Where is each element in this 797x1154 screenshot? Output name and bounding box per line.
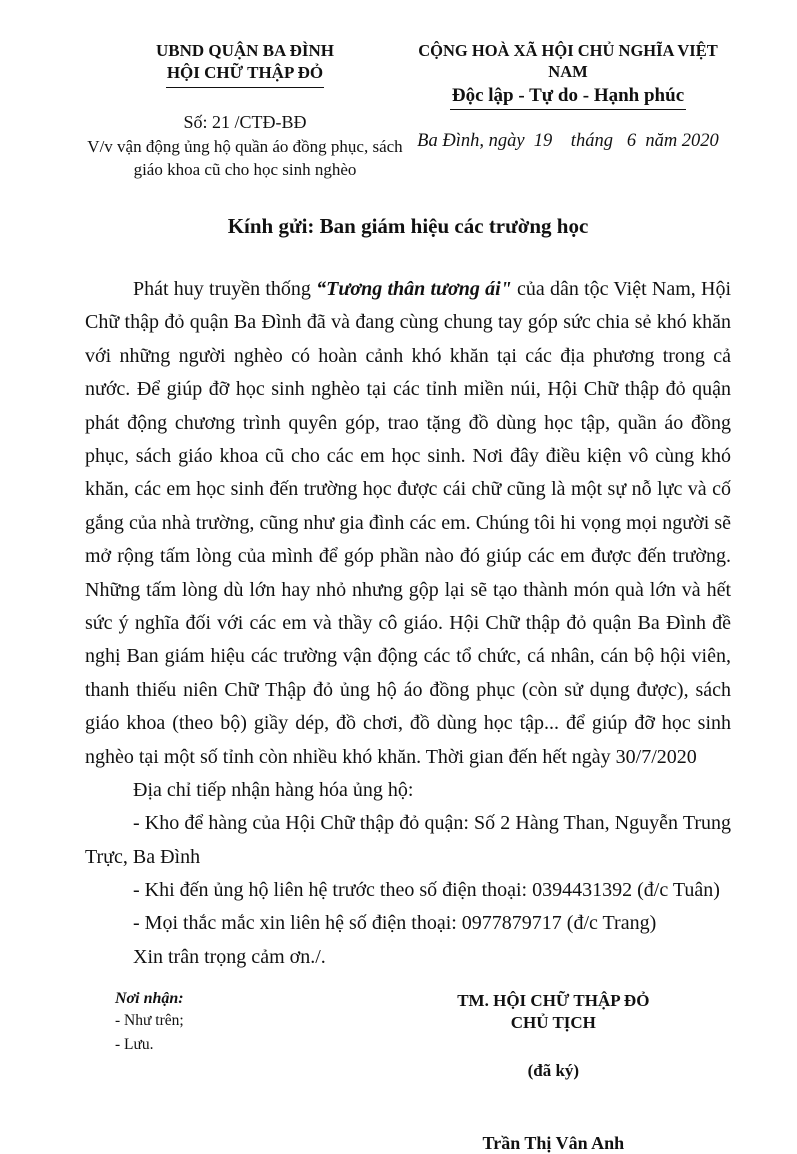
contact-item-phone-1: - Khi đến ủng hộ liên hệ trước theo số điện thoại: 0394431392 (đ/c Tuân) <box>133 879 720 902</box>
recipients-label: Nơi nhận: <box>115 990 184 1008</box>
place-date: Ba Đình, ngày 19 tháng 6 năm 2020 <box>417 130 719 151</box>
recipients-block <box>85 990 376 1154</box>
org-name: HỘI CHỮ THẬP ĐỎ <box>166 63 324 83</box>
body-paragraph <box>85 273 731 774</box>
quote-phrase: “Tương thân tương ái" <box>316 278 512 301</box>
body-block <box>85 273 731 974</box>
letterhead <box>85 40 731 182</box>
recipient-item: - Như trên; <box>115 1012 184 1030</box>
signer-name: Trần Thị Vân Anh <box>482 1132 625 1153</box>
paragraph-rest: của dân tộc Việt Nam, Hội Chữ thập đỏ quận Ba Đình đã và đang cùng chung tay góp sức chia sẻ khó khăn với những người nghèo có hoàn cảnh khó khăn tại các địa phương trong cả nước. Để giúp đỡ học sinh nghèo tại các tỉnh miền núi, Hội Chữ thập đỏ quận phát động chương trình quyên góp, trao tặng đồ dùng học tập, quần áo đồng phục, sách giáo khoa cũ cho các em học sinh. Nơi đây điều kiện vô cùng khó khăn, các em học sinh đến trường học được cái chữ cũng là một sự nỗ lực và cố gắng của nhà trường, cũng như gia đình các em. Chúng tôi hi vọng mọi người sẽ mở rộng tấm lòng của mình để góp phần nào đó giúp các em được đến trường. Những tấm lòng dù lớn hay nhỏ nhưng gộp lại sẽ tạo thành món quà lớn và hết sức ý nghĩa đối với các em và thầy cô giáo. Hội Chữ thập đỏ quận Ba Đình đề nghị Ban giám hiệu các trường vận động các tổ chức, cá nhân, cán bộ hội viên, thanh thiếu niên Chữ Thập đỏ ủng hộ áo đồng phục (còn sử dụng được), sách giáo khoa (theo bộ) giầy dép, đồ chơi, đồ dùng học tập... để giúp đỡ học sinh nghèo tại một số tỉnh còn nhiều khó khăn. Thời gian đến hết ngày 30/7/2020 <box>85 278 731 768</box>
signature-authority: TM. HỘI CHỮ THẬP ĐỎ <box>457 991 650 1011</box>
signature-position: CHỦ TỊCH <box>510 1012 596 1032</box>
national-motto-line2-wrap <box>405 85 731 110</box>
address-intro: Địa chỉ tiếp nhận hàng hóa ủng hộ: <box>133 778 414 801</box>
org-parent-name: UBND QUẬN BA ĐÌNH <box>155 41 335 60</box>
footer <box>85 990 731 1154</box>
issuing-org-block <box>85 40 405 182</box>
salutation-title: Kính gửi: Ban giám hiệu các trường học <box>227 214 589 239</box>
closing-line: Xin trân trọng cảm ơn./. <box>133 945 326 968</box>
national-motto-line2: Độc lập - Tự do - Hạnh phúc <box>450 85 686 110</box>
national-motto-line1: CỘNG HOÀ XÃ HỘI CHỦ NGHĨA VIỆT NAM <box>418 41 718 82</box>
signature-block <box>376 990 731 1154</box>
doc-number: Số: 21 /CTĐ-BĐ <box>183 112 307 133</box>
doc-subject: V/v vận động ủng hộ quần áo đồng phục, sách giáo khoa cũ cho học sinh nghèo <box>87 137 403 180</box>
signed-note: (đã ký) <box>527 1060 580 1080</box>
contact-item-phone-2: - Mọi thắc mắc xin liên hệ số điện thoại: 0977879717 (đ/c Trang) <box>133 912 657 935</box>
paragraph-lead: Phát huy truyền thống <box>133 278 317 301</box>
org-name-underline <box>166 87 324 88</box>
contact-item-warehouse: - Kho để hàng của Hội Chữ thập đỏ quận: Số 2 Hàng Than, Nguyễn Trung Trực, Ba Đình <box>85 812 731 868</box>
national-motto-block <box>405 40 731 152</box>
recipient-item: - Lưu. <box>115 1036 154 1054</box>
